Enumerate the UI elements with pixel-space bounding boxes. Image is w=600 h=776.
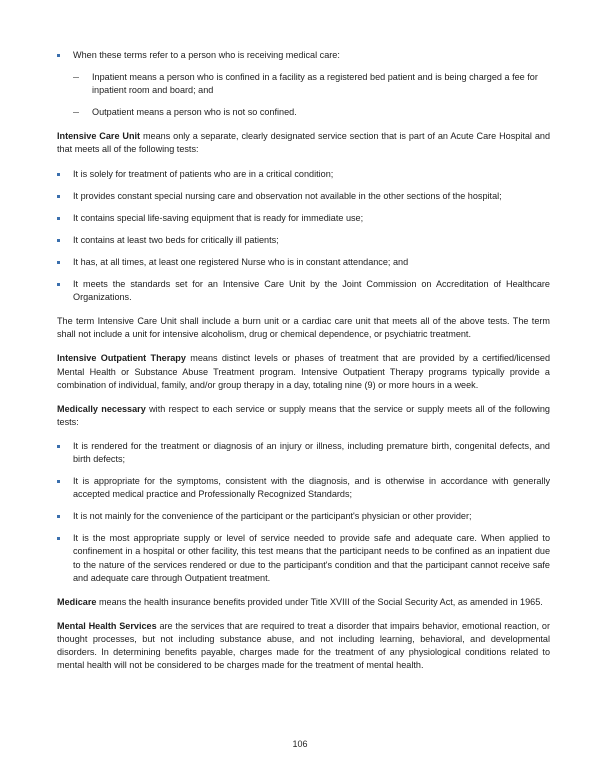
list-item (57, 278, 550, 304)
list-item (57, 212, 550, 225)
intensive-outpatient-therapy-paragraph (57, 352, 550, 391)
list-item (73, 106, 550, 119)
icu-test-text: It meets the standards set for an Intensive Care Unit by the Joint Commission on Accreditation of Healthcare Organizations. (73, 279, 550, 303)
square-bullet-icon (57, 480, 60, 483)
icu-term: Intensive Care Unit (57, 131, 141, 142)
medically-necessary-test-text: It is rendered for the treatment or diagnosis of an injury or illness, including premature birth, congenital defects, and birth defects; (73, 440, 550, 464)
square-bullet-icon (57, 283, 60, 286)
medically-necessary-term: Medically necessary (57, 403, 146, 414)
list-item (57, 532, 550, 584)
dash-bullet-icon (73, 77, 79, 78)
mental-health-services-paragraph (57, 620, 550, 672)
list-item (57, 49, 550, 119)
icu-test-text: It is solely for treatment of patients who are in a critical condition; (73, 168, 334, 179)
icu-definition-paragraph (57, 130, 550, 156)
icu-tests-list (57, 168, 550, 305)
medically-necessary-lead: with respect to each service or supply means that the service or supply meets all of the following tests: (57, 403, 550, 427)
document-body (57, 49, 550, 683)
page-number: 106 (292, 739, 308, 749)
inpatient-definition: Inpatient means a person who is confined in a facility as a registered bed patient and is being charged a fee for inpatient room and board; and (92, 72, 538, 96)
medicare-paragraph (57, 596, 550, 609)
mental-health-services-body: are the services that are required to treat a disorder that impairs behavior, emotional reaction, or thought processes, but not including substance abuse, and not including learning, behavioral, and developmental disorders. In determining benefits payable, charges made for the treatment of any physiological conditions related to mental health will not be considered to be charges made for the treatment of mental health. (57, 620, 550, 671)
medically-necessary-tests-list (57, 440, 550, 585)
icu-closing-paragraph: The term Intensive Care Unit shall include a burn unit or a cardiac care unit that meets all of the above tests. The term shall not include a unit for intensive alcoholism, drug or chemical dependence, or psychiatric treatment. (57, 316, 550, 340)
medically-necessary-paragraph (57, 403, 550, 429)
icu-lead-text: means only a separate, clearly designated service section that is part of an Acute Care Hospital and that meets all of the following tests: (57, 131, 551, 155)
medically-necessary-test-text: It is appropriate for the symptoms, consistent with the diagnosis, and is otherwise in accordance with generally accepted medical practice and Professionally Recognized Standards; (73, 476, 550, 500)
medicare-body: means the health insurance benefits provided under Title XVIII of the Social Security Act, as amended in 1965. (96, 596, 543, 607)
list-item (57, 440, 550, 466)
square-bullet-icon (57, 537, 60, 540)
list-item (73, 71, 550, 97)
list-item (57, 475, 550, 501)
list-item (57, 168, 550, 181)
icu-test-text: It contains at least two beds for critically ill patients; (73, 234, 279, 245)
intro-bullet-list (57, 49, 550, 119)
square-bullet-icon (57, 445, 60, 448)
intensive-outpatient-therapy-term: Intensive Outpatient Therapy (57, 353, 186, 364)
intro-bullet-text: When these terms refer to a person who is receiving medical care: (73, 50, 340, 60)
square-bullet-icon (57, 515, 60, 518)
square-bullet-icon (57, 217, 60, 220)
square-bullet-icon (57, 239, 60, 242)
square-bullet-icon (57, 261, 60, 264)
list-item (57, 510, 550, 523)
list-item (57, 190, 550, 203)
icu-test-text: It provides constant special nursing care and observation not available in the other sections of the hospital; (73, 190, 502, 201)
medically-necessary-test-text: It is not mainly for the convenience of the participant or the participant's physician or other provider; (73, 511, 472, 522)
mental-health-services-term: Mental Health Services (57, 620, 157, 631)
icu-test-text: It has, at all times, at least one registered Nurse who is in constant attendance; and (73, 256, 409, 267)
square-bullet-icon (57, 173, 60, 176)
square-bullet-icon (57, 195, 60, 198)
dash-bullet-icon (73, 112, 79, 113)
intro-sub-list (73, 71, 550, 119)
medicare-term: Medicare (57, 596, 97, 607)
square-bullet-icon (57, 54, 60, 57)
outpatient-definition: Outpatient means a person who is not so confined. (92, 107, 297, 118)
list-item (57, 256, 550, 269)
medically-necessary-test-text: It is the most appropriate supply or level of service needed to provide safe and adequate care. When applied to confinement in a hospital or other facility, this test means that the participant needs to be confined as an inpatient due to the nature of the services rendered or due to the participant's condition and that the participant cannot receive safe and adequate care through Outpatient treatment. (73, 533, 550, 583)
icu-test-text: It contains special life-saving equipment that is ready for immediate use; (73, 212, 364, 223)
intensive-outpatient-therapy-body: means distinct levels or phases of treatment that are provided by a certified/licensed Mental Health or Substance Abuse Treatment program. Intensive Outpatient Therapy programs typically provide a combination of individual, family, and/or group therapy in a day, totaling nine (9) or more hours in a week. (57, 353, 550, 390)
list-item (57, 234, 550, 247)
